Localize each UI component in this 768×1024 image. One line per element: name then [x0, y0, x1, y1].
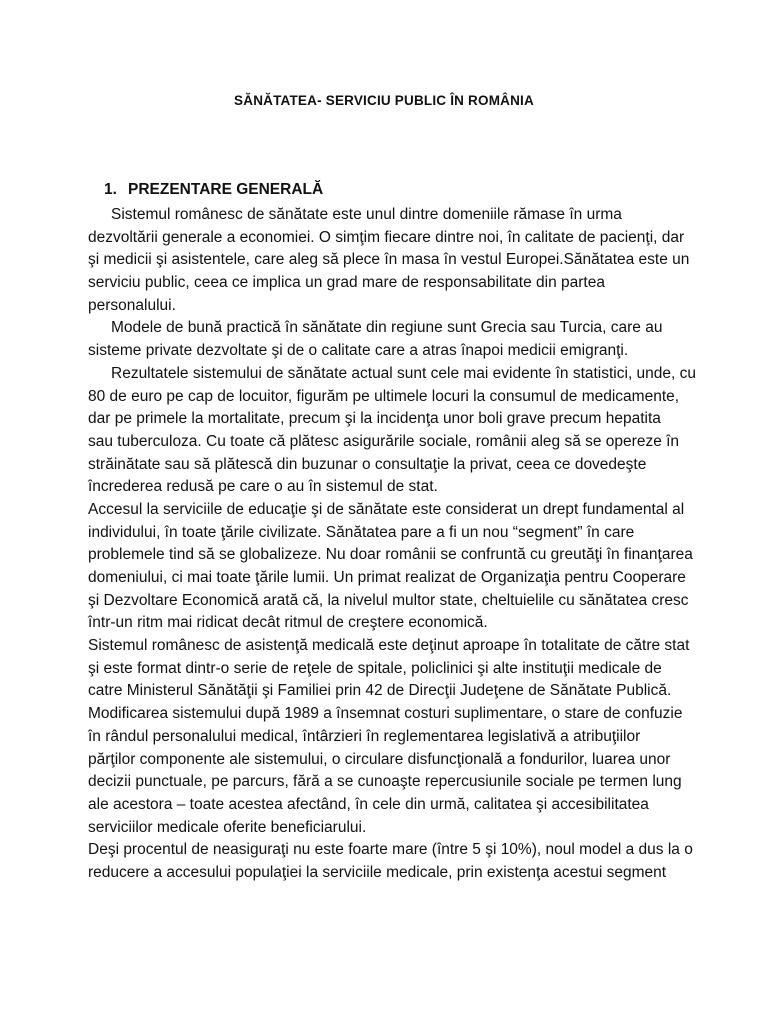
text-line: dar pe primele la mortalitate, precum şi la incidenţa unor boli grave precum hepatita: [88, 410, 661, 428]
text-line: părţilor componente ale sistemului, o circulare disfuncţională a fondurilor, luarea unor: [88, 750, 671, 768]
text-line: individului, în toate ţările civilizate. Sănătatea pare a fi un nou “segment” în care: [88, 523, 635, 541]
section-heading: [104, 181, 323, 199]
text-line: serviciilor medicale oferite beneficiarului.: [88, 818, 367, 836]
text-line: dezvoltării generale a economiei. O simţim fiecare dintre noi, în calitate de pacienţi, dar: [88, 228, 685, 246]
text-line: decizii punctuale, pe parcurs, fără a se cunoaşte repercusiunile sociale pe termen lung: [88, 773, 682, 791]
text-line: în rândul personalului medical, întârzieri în reglementarea legislativă a atribuţiilor: [88, 727, 641, 745]
text-line: catre Ministerul Sănătăţii şi Familiei prin 42 de Direcţii Judeţene de Sănătate Publică.: [88, 682, 672, 700]
text-line: Accesul la serviciile de educaţie şi de sănătate este considerat un drept fundamental al: [88, 500, 685, 518]
body-text: [88, 204, 697, 885]
text-line: ale acestora – toate acestea afectând, în cele din urmă, calitatea şi accesibilitatea: [88, 795, 649, 813]
text-line: străinătate sau să plătescă din buzunar o consultaţie la privat, ceea ce dovedeşte: [88, 455, 647, 473]
text-line: şi este format dintr-o serie de reţele de spitale, policlinici şi alte instituţii medicale de: [88, 659, 662, 677]
text-line: într-un ritm mai ridicat decât ritmul de creştere economică.: [88, 614, 488, 632]
text-line: Modificarea sistemului după 1989 a însemnat costuri suplimentare, o stare de confuzie: [88, 705, 683, 723]
text-line: Sistemul românesc de sănătate este unul dintre domeniile rămase în urma: [111, 206, 622, 223]
text-line: sau tuberculoza. Cu toate că plătesc asigurările sociale, românii aleg să se opereze în: [88, 432, 680, 450]
text-line: 80 de euro pe cap de locuitor, figurăm pe ultimele locuri la consumul de medicamente,: [88, 387, 680, 405]
text-line: reducere a accesului populaţiei la serviciile medicale, prin existenţa acestui segment: [88, 863, 667, 881]
text-line: Deşi procentul de neasiguraţi nu este foarte mare (între 5 şi 10%), noul model a dus la o: [88, 841, 693, 859]
text-line: Rezultatele sistemului de sănătate actual sunt cele mai evidente în statistici, unde, cu: [111, 364, 697, 382]
text-line: şi Dezvoltare Economică arată că, la nivelul multor state, cheltuielile cu sănătatea cresc: [88, 591, 689, 609]
text-line: problemele tind să se globalizeze. Nu doar românii se confruntă cu greutăţi în finanţarea: [88, 546, 693, 564]
text-line: şi medicii şi asistentele, care aleg să plece în masa în vestul Europei.Sănătatea este un: [88, 251, 690, 269]
text-line: domeniului, ci mai toate ţările lumii. Un primat realizat de Organizaţia pentru Cooperare: [88, 569, 686, 586]
text-line: sisteme private dezvoltate şi de o calitate care a atras înapoi medicii emigranţi.: [88, 342, 629, 360]
text-line: personalului.: [88, 296, 176, 314]
text-line: serviciu public, ceea ce implica un grad mare de responsabilitate din partea: [88, 274, 605, 292]
text-line: încrederea redusă pe care o au în sistemul de stat.: [88, 478, 438, 496]
section-number: 1.: [104, 181, 117, 198]
section-heading-text: PREZENTARE GENERALĂ: [128, 181, 324, 198]
document-title: SĂNĂTATEA- SERVICIU PUBLIC ÎN ROMÂNIA: [234, 93, 534, 108]
text-line: Modele de bună practică în sănătate din regiune sunt Grecia sau Turcia, care au: [111, 319, 663, 337]
text-line: Sistemul românesc de asistenţă medicală este deţinut aproape în totalitate de către stat: [88, 637, 690, 655]
